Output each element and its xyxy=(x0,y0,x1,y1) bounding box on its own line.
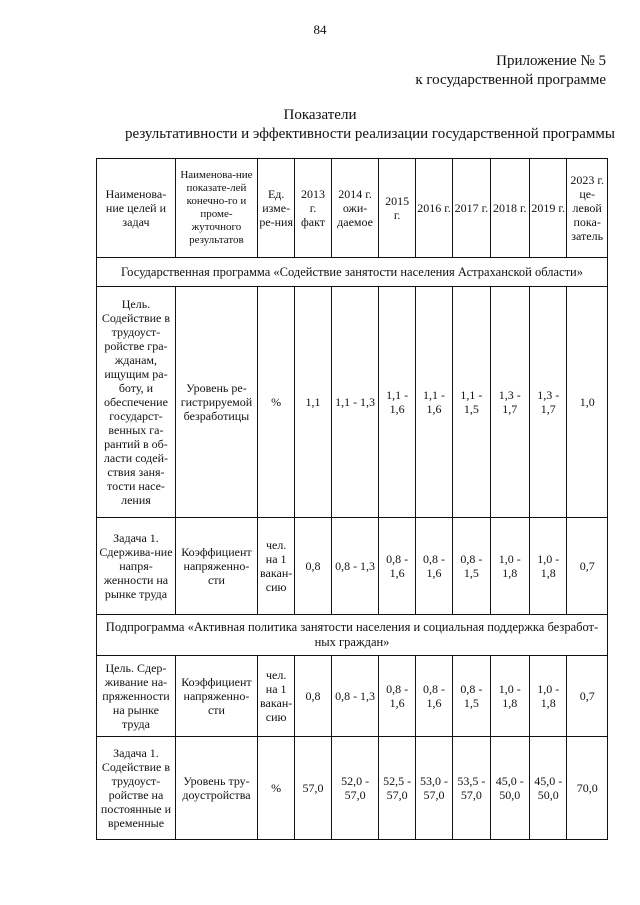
cell-2013: 0,8 xyxy=(295,518,331,615)
header-2023: 2023 г. це-левой пока-затель xyxy=(567,159,608,258)
cell-unit: % xyxy=(257,737,294,840)
cell-2016: 0,8 - 1,6 xyxy=(415,518,452,615)
cell-indicator: Уровень тру-доустройства xyxy=(175,737,257,840)
cell-unit: % xyxy=(257,287,294,518)
cell-2018: 1,0 - 1,8 xyxy=(490,656,529,737)
cell-2019: 45,0 - 50,0 xyxy=(530,737,567,840)
cell-2016: 1,1 - 1,6 xyxy=(415,287,452,518)
header-2016: 2016 г. xyxy=(415,159,452,258)
cell-2014: 0,8 - 1,3 xyxy=(331,518,379,615)
cell-2019: 1,0 - 1,8 xyxy=(530,656,567,737)
header-indicator: Наименова-ние показате-лей конечно-го и проме-жуточного результатов xyxy=(175,159,257,258)
cell-2013: 1,1 xyxy=(295,287,331,518)
appendix-line-1: Приложение № 5 xyxy=(496,53,606,69)
cell-2016: 0,8 - 1,6 xyxy=(415,656,452,737)
cell-2023: 1,0 xyxy=(567,287,608,518)
header-2017: 2017 г. xyxy=(453,159,490,258)
cell-2016: 53,0 - 57,0 xyxy=(415,737,452,840)
cell-2017: 53,5 - 57,0 xyxy=(453,737,490,840)
cell-goal: Задача 1. Сдержива-ние напря-женности на рынке труда xyxy=(97,518,176,615)
section-program-title: Государственная программа «Содействие занятости населения Астраханской области» xyxy=(97,258,608,287)
cell-2023: 70,0 xyxy=(567,737,608,840)
appendix-note xyxy=(415,52,606,90)
header-2014: 2014 г. ожи-даемое xyxy=(331,159,379,258)
header-unit: Ед. изме-ре-ния xyxy=(257,159,294,258)
cell-2017: 0,8 - 1,5 xyxy=(453,518,490,615)
appendix-line-2: к государственной программе xyxy=(415,72,606,88)
cell-indicator: Уровень ре-гистрируемой безработицы xyxy=(175,287,257,518)
header-2019: 2019 г. xyxy=(530,159,567,258)
cell-2015: 1,1 - 1,6 xyxy=(379,287,415,518)
title-line-2: результативности и эффективности реализации государственной программы xyxy=(124,126,615,142)
cell-2018: 1,0 - 1,8 xyxy=(490,518,529,615)
cell-goal: Задача 1. Содействие в трудоуст-ройстве на постоянные и временные xyxy=(97,737,176,840)
cell-2023: 0,7 xyxy=(567,656,608,737)
cell-2015: 0,8 - 1,6 xyxy=(379,656,415,737)
section-row-program xyxy=(97,258,608,287)
cell-goal: Цель. Содействие в трудоуст-ройстве гра-жданам, ищущим ра-боту, и обеспечение государст-венных га-рантий в об-ласти содей-ствия заня-тости насе-ления xyxy=(97,287,176,518)
section-subprogram-title: Подпрограмма «Активная политика занятости населения и социальная поддержка безработ-ных граждан» xyxy=(97,615,608,656)
cell-indicator: Коэффициент напряженно-сти xyxy=(175,518,257,615)
cell-2014: 0,8 - 1,3 xyxy=(331,656,379,737)
table-header-row xyxy=(97,159,608,258)
header-2013: 2013 г. факт xyxy=(295,159,331,258)
header-2015: 2015 г. xyxy=(379,159,415,258)
title-line-1: Показатели xyxy=(283,107,357,123)
cell-indicator: Коэффициент напряженно-сти xyxy=(175,656,257,737)
cell-2015: 52,5 - 57,0 xyxy=(379,737,415,840)
cell-2017: 0,8 - 1,5 xyxy=(453,656,490,737)
cell-2019: 1,3 - 1,7 xyxy=(530,287,567,518)
header-goal: Наименова-ние целей и задач xyxy=(97,159,176,258)
table-row xyxy=(97,656,608,737)
cell-unit: чел. на 1 вакан-сию xyxy=(257,656,294,737)
cell-2023: 0,7 xyxy=(567,518,608,615)
cell-unit: чел. на 1 вакан-сию xyxy=(257,518,294,615)
cell-2018: 45,0 - 50,0 xyxy=(490,737,529,840)
table-row xyxy=(97,518,608,615)
cell-2017: 1,1 - 1,5 xyxy=(453,287,490,518)
page-number: 84 xyxy=(313,22,327,37)
cell-2014: 1,1 - 1,3 xyxy=(331,287,379,518)
indicators-table xyxy=(96,158,608,840)
cell-2013: 0,8 xyxy=(295,656,331,737)
cell-2015: 0,8 - 1,6 xyxy=(379,518,415,615)
document-title xyxy=(0,106,640,144)
table-row xyxy=(97,737,608,840)
cell-2019: 1,0 - 1,8 xyxy=(530,518,567,615)
table-row xyxy=(97,287,608,518)
header-2018: 2018 г. xyxy=(490,159,529,258)
cell-2018: 1,3 - 1,7 xyxy=(490,287,529,518)
cell-2013: 57,0 xyxy=(295,737,331,840)
cell-goal: Цель. Сдер-живание на-пряженности на рынке труда xyxy=(97,656,176,737)
section-row-subprogram xyxy=(97,615,608,656)
cell-2014: 52,0 - 57,0 xyxy=(331,737,379,840)
